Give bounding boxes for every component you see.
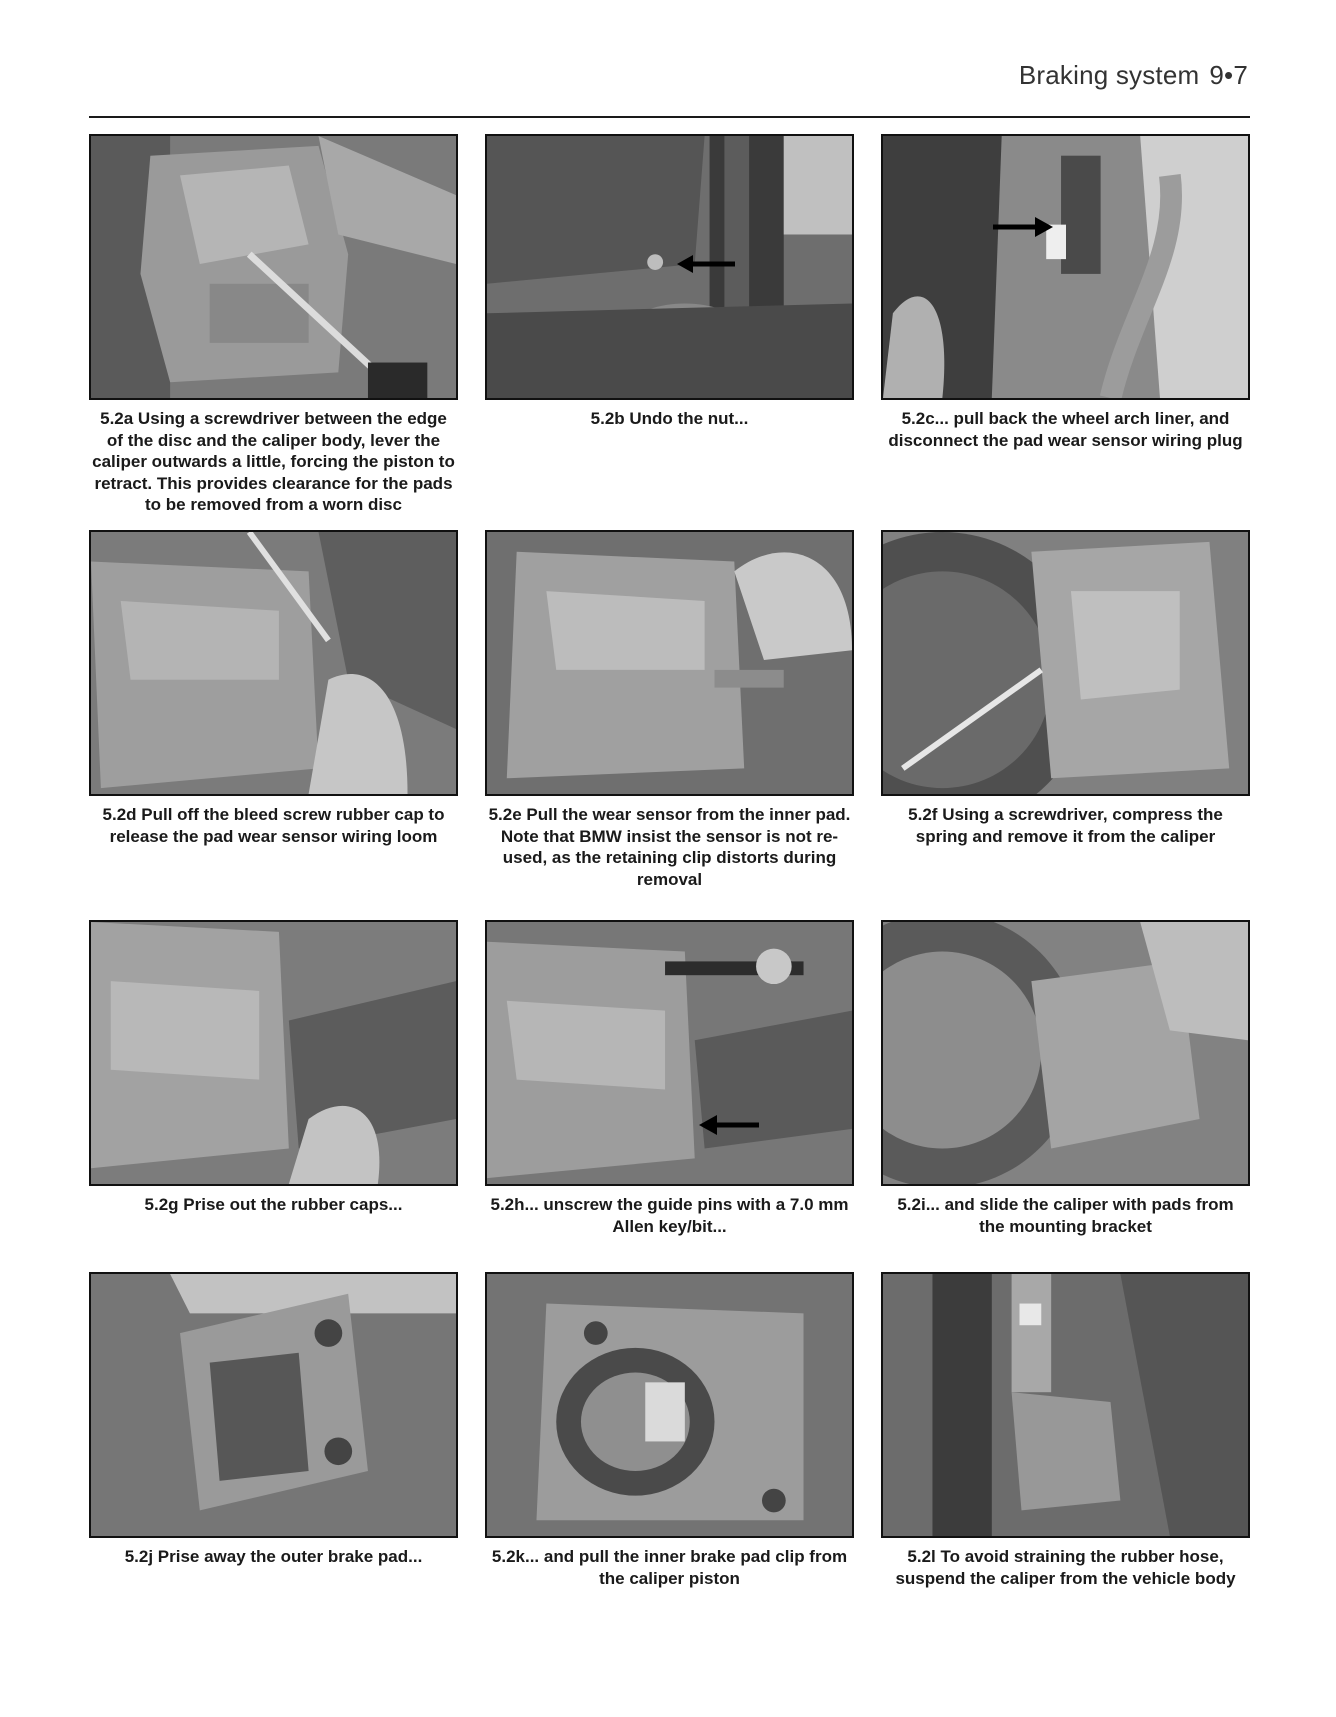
running-head [1019, 60, 1248, 91]
photo-wear-sensor [485, 530, 854, 796]
figure-caption: 5.2e Pull the wear sensor from the inner pad. Note that BMW insist the sensor is not re-used, as the retaining clip distorts during removal [488, 805, 851, 889]
figure-caption: 5.2l To avoid straining the rubber hose, suspend the caliper from the vehicle body [895, 1547, 1236, 1588]
arrow-icon [699, 1114, 761, 1136]
figure-5-2k [485, 1272, 854, 1589]
photo-bleed-cap [89, 530, 458, 796]
figure-5-2h [485, 920, 854, 1237]
figure-caption: 5.2j Prise away the outer brake pad... [124, 1547, 423, 1566]
figure-5-2l [881, 1272, 1250, 1589]
figure-5-2c [881, 134, 1250, 451]
figure-5-2g [89, 920, 458, 1216]
figure-caption: 5.2i... and slide the caliper with pads from the mounting bracket [897, 1195, 1234, 1236]
figure-caption: 5.2g Prise out the rubber caps... [144, 1195, 403, 1214]
photo-caliper-lever [89, 134, 458, 400]
page-number: 9•7 [1209, 60, 1248, 90]
figure-caption: 5.2a Using a screwdriver between the edge of the disc and the caliper body, lever the caliper outwards a little, forcing the piston to retract. This provides clearance for the pads to be removed from a worn disc [92, 409, 455, 514]
photo-outer-pad [89, 1272, 458, 1538]
figure-5-2e [485, 530, 854, 890]
figure-caption: 5.2c... pull back the wheel arch liner, and disconnect the pad wear sensor wiring plug [888, 409, 1243, 450]
figure-caption: 5.2h... unscrew the guide pins with a 7.0 mm Allen key/bit... [490, 1195, 849, 1236]
figure-caption: 5.2b Undo the nut... [590, 409, 749, 428]
photo-guide-pins [485, 920, 854, 1186]
photo-suspended-caliper [881, 1272, 1250, 1538]
figure-5-2a [89, 134, 458, 516]
photo-caliper-slide [881, 920, 1250, 1186]
figure-5-2d [89, 530, 458, 847]
photo-sensor-plug [881, 134, 1250, 400]
figure-5-2f [881, 530, 1250, 847]
photo-nut [485, 134, 854, 400]
section-title: Braking system [1018, 60, 1200, 90]
photo-rubber-caps [89, 920, 458, 1186]
figure-5-2i [881, 920, 1250, 1237]
page-header [89, 56, 1250, 118]
figure-5-2j [89, 1272, 458, 1568]
arrow-icon [677, 254, 737, 274]
photo-spring [881, 530, 1250, 796]
arrow-icon [991, 216, 1053, 238]
figure-caption: 5.2d Pull off the bleed screw rubber cap to release the pad wear sensor wiring loom [102, 805, 445, 846]
figure-5-2b [485, 134, 854, 430]
figure-caption: 5.2f Using a screwdriver, compress the spring and remove it from the caliper [908, 805, 1223, 846]
photo-inner-pad-clip [485, 1272, 854, 1538]
figure-caption: 5.2k... and pull the inner brake pad clip from the caliper piston [491, 1547, 848, 1588]
